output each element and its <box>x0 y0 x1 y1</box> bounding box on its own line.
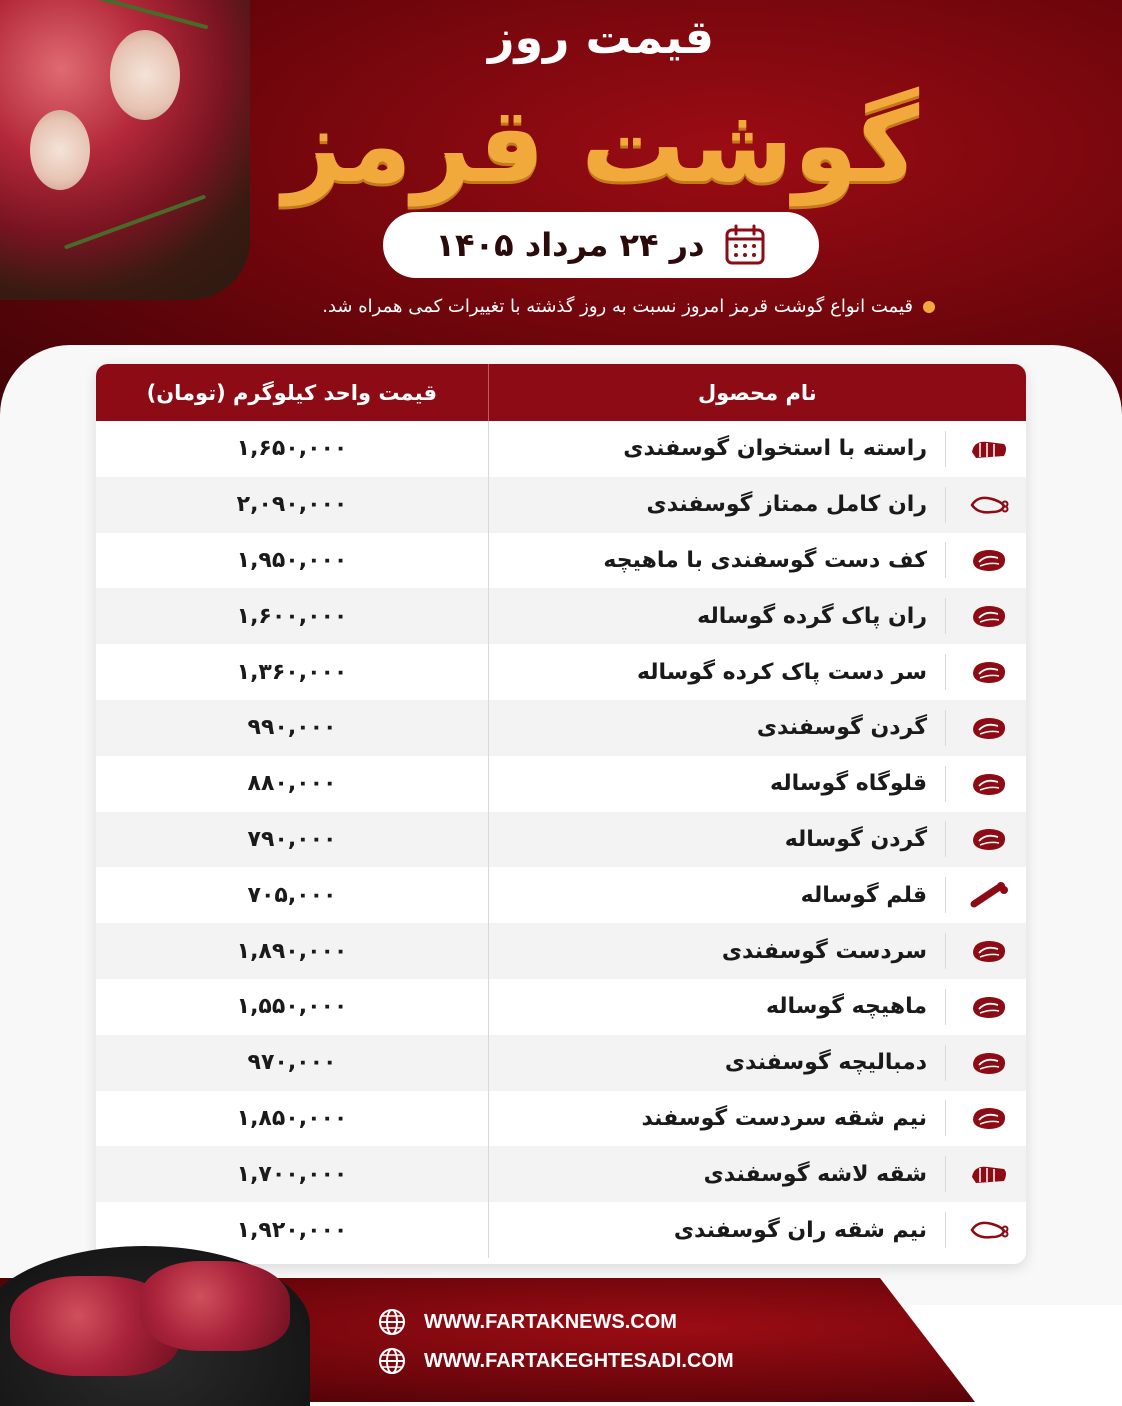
table-body <box>96 421 1026 1258</box>
title-top: قیمت روز <box>487 10 714 64</box>
icon-cell <box>945 821 1018 857</box>
product-cell <box>488 756 1026 812</box>
product-name: قلم گوساله <box>800 882 927 908</box>
product-cell <box>488 1035 1026 1091</box>
product-price: ۱,۵۵۰,۰۰۰ <box>236 994 348 1020</box>
steak-icon <box>968 601 1010 631</box>
table-row <box>96 700 1026 756</box>
table-row <box>96 812 1026 868</box>
product-name: نیم شقه سردست گوسفند <box>641 1105 927 1131</box>
product-name: ران پاک گرده گوساله <box>697 603 927 629</box>
icon-cell <box>945 710 1018 746</box>
note-text: قیمت انواع گوشت قرمز امروز نسبت به روز گذشته با تغییرات کمی همراه شد. <box>322 296 913 317</box>
product-price: ۱,۸۵۰,۰۰۰ <box>236 1105 348 1131</box>
globe-icon <box>378 1347 406 1375</box>
product-cell <box>488 533 1026 589</box>
product-cell <box>488 421 1026 477</box>
product-cell <box>488 812 1026 868</box>
product-price: ۷۹۰,۰۰۰ <box>247 826 337 852</box>
leg-icon <box>968 490 1010 520</box>
product-name: سر دست پاک کرده گوساله <box>636 659 927 685</box>
steak-icon <box>968 657 1010 687</box>
table-row <box>96 1146 1026 1202</box>
product-cell <box>488 644 1026 700</box>
url-text-1: WWW.FARTAKNEWS.COM <box>424 1310 677 1333</box>
table-row <box>96 421 1026 477</box>
product-price: ۱,۹۵۰,۰۰۰ <box>236 547 348 573</box>
icon-cell <box>945 487 1018 523</box>
table-row <box>96 756 1026 812</box>
icon-cell <box>945 1212 1018 1248</box>
price-note <box>200 296 935 317</box>
product-name: سردست گوسفندی <box>721 938 927 964</box>
product-cell <box>488 700 1026 756</box>
table-header <box>96 364 1026 421</box>
header-unit-price: قیمت واحد کیلوگرم (تومان) <box>146 380 437 405</box>
steak-icon <box>968 936 1010 966</box>
table-row <box>96 533 1026 589</box>
product-name: گردن گوساله <box>784 826 927 852</box>
steak-icon <box>968 992 1010 1022</box>
price-table <box>96 364 1026 1264</box>
date-badge <box>383 212 819 278</box>
steak-icon <box>968 713 1010 743</box>
product-name: شقه لاشه گوسفندی <box>703 1161 927 1187</box>
product-price: ۷۰۵,۰۰۰ <box>247 882 337 908</box>
header-product-name: نام محصول <box>488 364 1026 421</box>
meat-photo-bottom <box>0 1246 310 1406</box>
website-link-1[interactable] <box>378 1308 677 1336</box>
product-name: راسته با استخوان گوسفندی <box>623 436 927 462</box>
product-price: ۱,۶۰۰,۰۰۰ <box>236 603 348 629</box>
product-name: قلوگاه گوساله <box>770 771 927 797</box>
rib-icon <box>968 1159 1010 1189</box>
steak-icon <box>968 824 1010 854</box>
product-price: ۱,۹۲۰,۰۰۰ <box>236 1217 348 1243</box>
icon-cell <box>945 542 1018 578</box>
icon-cell <box>945 1156 1018 1192</box>
table-row <box>96 923 1026 979</box>
product-cell <box>488 1091 1026 1147</box>
bullet-icon <box>923 301 935 313</box>
steak-icon <box>968 545 1010 575</box>
table-row <box>96 1202 1026 1258</box>
website-link-2[interactable] <box>378 1347 734 1375</box>
table-row <box>96 979 1026 1035</box>
title-main: گوشت قرمز <box>282 84 920 206</box>
product-cell <box>488 1202 1026 1258</box>
product-price: ۹۹۰,۰۰۰ <box>247 715 337 741</box>
icon-cell <box>945 933 1018 969</box>
product-cell <box>488 923 1026 979</box>
product-name: نیم شقه ران گوسفندی <box>673 1217 927 1243</box>
product-price: ۱,۸۹۰,۰۰۰ <box>236 938 348 964</box>
calendar-icon <box>723 223 767 267</box>
product-name: دمبالیچه گوسفندی <box>724 1050 927 1076</box>
icon-cell <box>945 989 1018 1025</box>
product-price: ۱,۳۶۰,۰۰۰ <box>236 659 348 685</box>
product-name: گردن گوسفندی <box>756 715 927 741</box>
product-cell <box>488 477 1026 533</box>
rib-icon <box>968 434 1010 464</box>
steak-icon <box>968 769 1010 799</box>
icon-cell <box>945 431 1018 467</box>
product-cell <box>488 979 1026 1035</box>
icon-cell <box>945 1045 1018 1081</box>
bone-icon <box>968 880 1010 910</box>
globe-icon <box>378 1308 406 1336</box>
product-cell <box>488 1146 1026 1202</box>
product-name: ران کامل ممتاز گوسفندی <box>646 492 927 518</box>
leg-icon <box>968 1215 1010 1245</box>
product-price: ۹۷۰,۰۰۰ <box>247 1050 337 1076</box>
product-price: ۱,۷۰۰,۰۰۰ <box>236 1161 348 1187</box>
icon-cell <box>945 1100 1018 1136</box>
date-text: در ۲۴ مرداد ۱۴۰۵ <box>435 226 705 264</box>
product-name: ماهیچه گوساله <box>765 994 927 1020</box>
url-text-2: WWW.FARTAKEGHTESADI.COM <box>424 1349 734 1372</box>
steak-icon <box>968 1103 1010 1133</box>
icon-cell <box>945 766 1018 802</box>
table-row <box>96 1091 1026 1147</box>
steak-icon <box>968 1048 1010 1078</box>
product-price: ۱,۶۵۰,۰۰۰ <box>236 436 348 462</box>
icon-cell <box>945 598 1018 634</box>
table-row <box>96 644 1026 700</box>
product-cell <box>488 867 1026 923</box>
product-cell <box>488 588 1026 644</box>
product-price: ۲,۰۹۰,۰۰۰ <box>236 492 348 518</box>
table-row <box>96 867 1026 923</box>
product-price: ۸۸۰,۰۰۰ <box>247 771 337 797</box>
table-row <box>96 477 1026 533</box>
table-row <box>96 588 1026 644</box>
table-row <box>96 1035 1026 1091</box>
product-name: کف دست گوسفندی با ماهیچه <box>603 547 927 573</box>
icon-cell <box>945 877 1018 913</box>
icon-cell <box>945 654 1018 690</box>
